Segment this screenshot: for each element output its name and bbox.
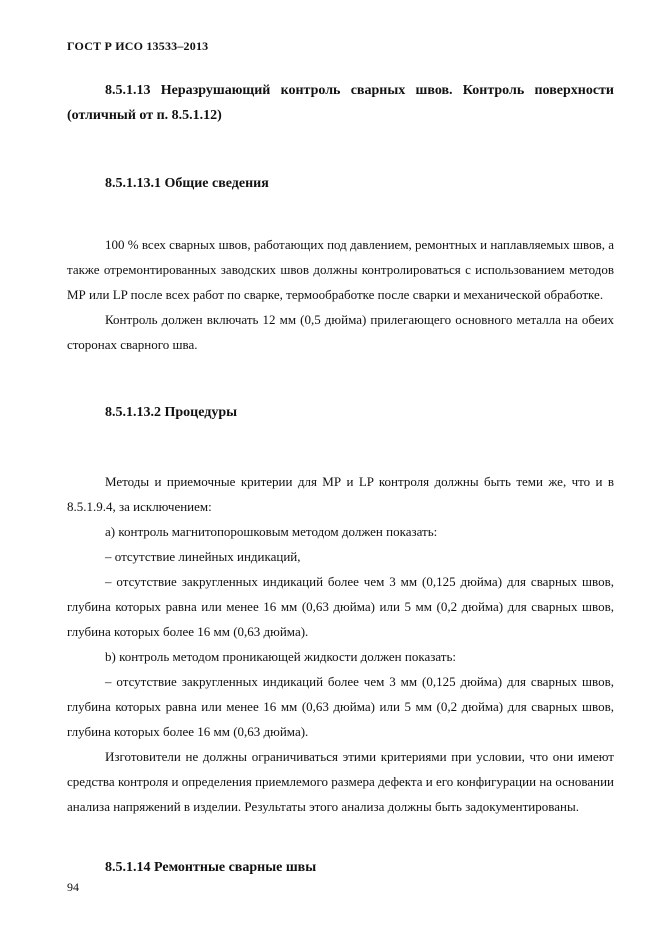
list-item: – отсутствие линейных индикаций,	[105, 549, 301, 564]
section-heading-8-5-1-13: 8.5.1.13 Неразрушающий контроль сварных швов. Контроль поверхности (отличный от п. 8.5.1.12)	[67, 83, 614, 123]
paragraph: Методы и приемочные критерии для МР и LP контроля должны быть теми же, что и в 8.5.1.9.4, за исключением:	[67, 474, 614, 514]
paragraph: Изготовители не должны ограничиваться этими критериями при условии, что они имеют средства контроля и определения приемлемого размера дефекта и его конфигурации на основании анализа напряжений в изделии. Результаты этого анализа должны быть задокументированы.	[67, 749, 614, 814]
paragraph: 100 % всех сварных швов, работающих под давлением, ремонтных и наплавляемых швов, а также отремонтированных заводских швов должны контролироваться с использованием методов МР или LP после всех работ по сварке, термообработке после сварки и механической обработке.	[67, 237, 614, 302]
paragraph: Контроль должен включать 12 мм (0,5 дюйма) прилегающего основного металла на обеих сторонах сварного шва.	[67, 312, 614, 352]
list-item: а) контроль магнитопорошковым методом должен показать:	[105, 524, 438, 539]
page-content	[67, 78, 614, 880]
list-item: – отсутствие закругленных индикаций более чем 3 мм (0,125 дюйма) для сварных швов, глубина которых равна или менее 16 мм (0,63 дюйма) или 5 мм (0,2 дюйма) для сварных швов, глубина которых более 16 мм (0,63 дюйма).	[67, 574, 614, 639]
section-heading-8-5-1-14: 8.5.1.14 Ремонтные сварные швы	[105, 860, 317, 875]
document-code-header: ГОСТ Р ИСО 13533–2013	[67, 39, 209, 53]
list-item: – отсутствие закругленных индикаций более чем 3 мм (0,125 дюйма) для сварных швов, глубина которых равна или менее 16 мм (0,63 дюйма) или 5 мм (0,2 дюйма) для сварных швов, глубина которых более 16 мм (0,63 дюйма).	[67, 674, 614, 739]
list-item: b) контроль методом проникающей жидкости должен показать:	[105, 649, 457, 664]
section-heading-8-5-1-13-1: 8.5.1.13.1 Общие сведения	[105, 176, 269, 191]
page-number: 94	[67, 880, 79, 894]
section-heading-8-5-1-13-2: 8.5.1.13.2 Процедуры	[105, 405, 238, 420]
